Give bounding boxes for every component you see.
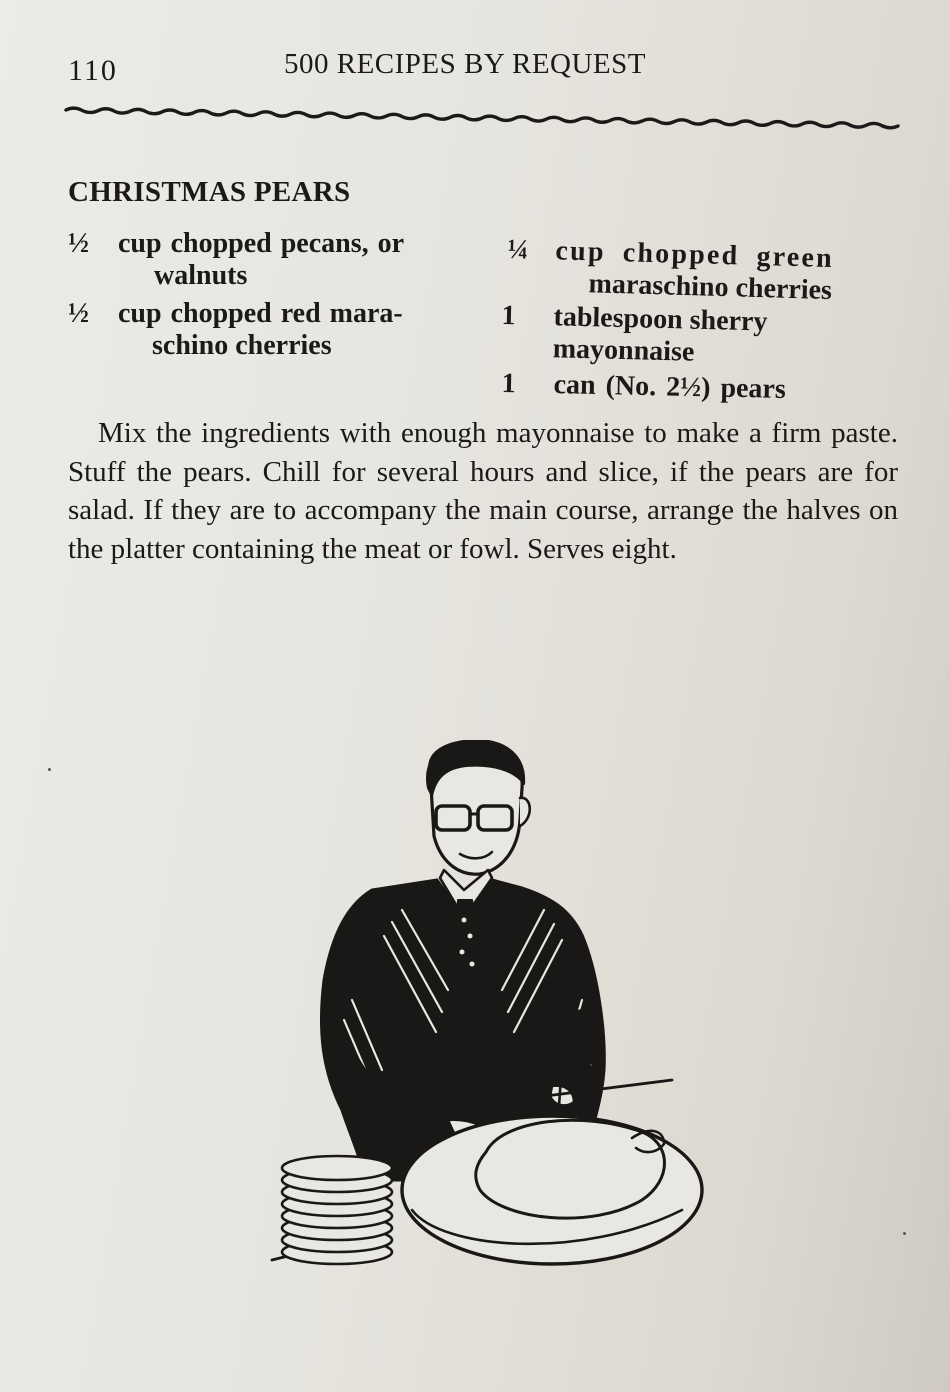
plate-stack <box>282 1156 392 1264</box>
ingredient-text-cont: mayonnaise <box>552 333 695 368</box>
ear-shape <box>520 798 530 826</box>
paper-speck <box>48 768 51 771</box>
ingredient-qty: ¼ <box>507 234 529 266</box>
recipe-method: Mix the ingredients with enough mayonnaise to make a firm paste. Stuff the pears. Chill for several hours and slice, if the pears are for salad. If they are to accompany the main course, arrange the halves on the platter containing the meat or fowl. Serves eight. <box>68 417 898 565</box>
wavy-rule-divider <box>62 98 904 138</box>
ingredient-text: cup chopped red mara- <box>118 298 403 329</box>
ingredient-qty: ½ <box>68 298 89 329</box>
ingredient-text-cont: maraschino cherries <box>588 268 833 307</box>
ingredient-text: cup chopped pecans, or <box>118 228 405 259</box>
paper-speck <box>903 1232 906 1235</box>
ingredient-text: tablespoon sherry <box>553 301 768 338</box>
ingredient-qty: ½ <box>68 228 89 259</box>
ingredient-list <box>68 228 908 408</box>
running-head: 500 RECIPES BY REQUEST <box>284 48 646 80</box>
ingredient-qty: 1 <box>501 300 516 332</box>
ingredient-qty: 1 <box>501 368 516 400</box>
ingredient-text-cont: schino cherries <box>152 330 332 361</box>
man-carving-fowl-icon <box>252 740 712 1300</box>
page-header <box>68 48 898 98</box>
recipe-title: CHRISTMAS PEARS <box>68 176 351 208</box>
ingredient-text-cont: walnuts <box>154 260 248 291</box>
ingredient-text: can (No. 2½) pears <box>553 369 787 405</box>
paper-speck <box>590 1064 592 1066</box>
ingredient-text: cup chopped green <box>555 235 835 275</box>
page-number: 110 <box>68 54 118 87</box>
